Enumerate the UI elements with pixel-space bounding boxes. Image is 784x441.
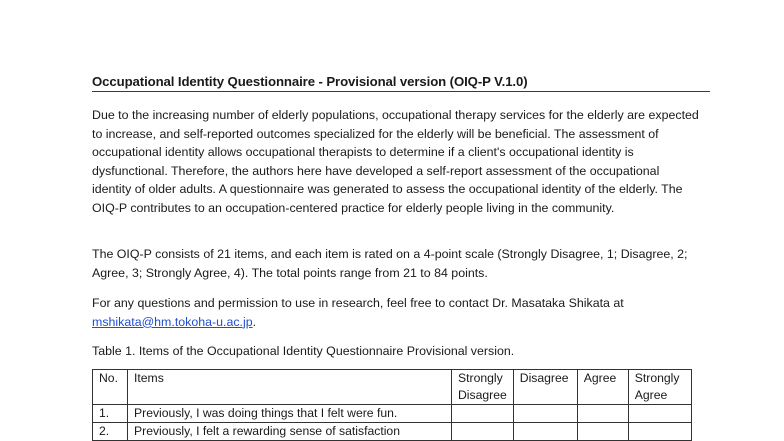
contact-email-link[interactable]: mshikata@hm.tokoha-u.ac.jp xyxy=(92,314,253,329)
row-number: 1. xyxy=(93,405,128,423)
contact-period: . xyxy=(252,314,257,329)
header-no: No. xyxy=(93,370,128,405)
header-disagree: Disagree xyxy=(513,370,577,405)
intro-paragraph: Due to the increasing number of elderly populations, occupational therapy services for the elderly are expected to increase, and self-reported outcomes specialized for the elderly will be beneficial. The assessment of occupational identity allows occupational therapists to determine if a client's occupational identity is dysfunctional. Therefore, the authors here have developed a self-report assessment of the occupational identity of older adults. A questionnaire was generated to assess the occupational identity of the elderly. The OIQ-P contributes to an occupation-centered practice for elderly people living in the community. xyxy=(92,108,699,215)
header-items: Items xyxy=(128,370,452,405)
document-title: Occupational Identity Questionnaire - Provisional version (OIQ-P V.1.0) xyxy=(92,74,710,92)
table-caption: Table 1. Items of the Occupational Identity Questionnaire Provisional version. xyxy=(92,344,515,358)
row-number: 2. xyxy=(93,423,128,441)
row-item: Previously, I was doing things that I felt were fun. xyxy=(128,405,452,423)
contact-paragraph xyxy=(92,294,702,331)
response-cell-strongly-agree[interactable] xyxy=(628,405,691,423)
contact-text: For any questions and permission to use in research, feel free to contact Dr. Masataka Shikata at xyxy=(92,296,624,310)
response-cell-strongly-disagree[interactable] xyxy=(452,423,514,441)
table-row xyxy=(93,423,692,441)
table-row xyxy=(93,405,692,423)
response-cell-agree[interactable] xyxy=(577,405,628,423)
header-agree: Agree xyxy=(577,370,628,405)
response-cell-disagree[interactable] xyxy=(513,405,577,423)
row-item: Previously, I felt a rewarding sense of satisfaction xyxy=(128,423,452,441)
response-cell-strongly-disagree[interactable] xyxy=(452,405,514,423)
header-strongly-agree: Strongly Agree xyxy=(628,370,691,405)
header-strongly-disagree: Strongly Disagree xyxy=(452,370,514,405)
scoring-paragraph: The OIQ-P consists of 21 items, and each item is rated on a 4-point scale (Strongly Disagree, 1; Disagree, 2; Agree, 3; Strongly Agree, 4). The total points range from 21 to 84 points. xyxy=(92,247,688,280)
items-table xyxy=(92,369,692,441)
table-header-row xyxy=(93,370,692,405)
response-cell-disagree[interactable] xyxy=(513,423,577,441)
response-cell-strongly-agree[interactable] xyxy=(628,423,691,441)
response-cell-agree[interactable] xyxy=(577,423,628,441)
